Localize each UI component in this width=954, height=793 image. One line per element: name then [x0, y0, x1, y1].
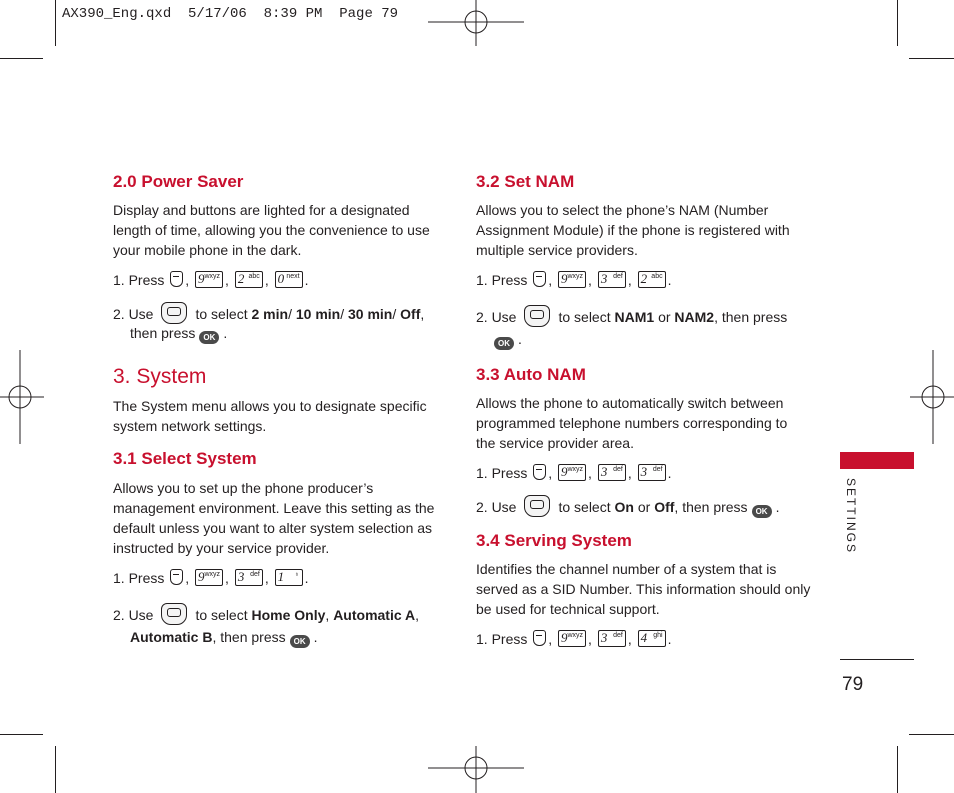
power-saver-body: Display and buttons are lighted for a designated length of time, allowing you the convenience to use your mobile phone in the dark. [113, 202, 430, 258]
key-9-icon: 9 wxyz [558, 271, 586, 288]
power-saver-step2-cont: then press OK . [130, 325, 228, 342]
crop-mark [0, 58, 43, 59]
key-9-icon: 9 wxyz [558, 630, 586, 647]
select-system-step2-cont: Automatic B, then press OK . [130, 629, 318, 646]
section-label: SETTINGS [844, 478, 858, 555]
select-system-body: Allows you to set up the phone producer’s management environment. Leave this setting as the default unless you want to alter system selection as instructed by your service provider. [113, 480, 435, 556]
system-body: The System menu allows you to designate specific system network settings. [113, 398, 427, 434]
menu-key-icon [533, 630, 546, 646]
ok-key-icon: OK [494, 337, 514, 350]
nav-key-icon [524, 495, 550, 517]
select-system-step2: 2. Use to select Home Only, Automatic A, [113, 603, 419, 625]
crop-mark [55, 746, 56, 793]
menu-key-icon [170, 271, 183, 287]
serving-system-heading: 3.4 Serving System [476, 531, 632, 550]
ok-key-icon: OK [752, 505, 772, 518]
key-9-icon: 9 wxyz [558, 464, 586, 481]
set-nam-step1: 1. Press , 9 wxyz , 3 def , 2 abc . [476, 271, 672, 288]
step-label: 1. Press [113, 272, 165, 288]
key-3-icon: 3 def [638, 464, 666, 481]
key-2-icon: 2 abc [638, 271, 666, 288]
key-3-icon: 3 def [598, 271, 626, 288]
registration-mark-left [0, 350, 44, 444]
auto-nam-heading: 3.3 Auto NAM [476, 365, 586, 384]
crop-mark [909, 734, 954, 735]
section-tab-marker [840, 452, 914, 469]
key-4-icon: 4 ghi [638, 630, 666, 647]
auto-nam-step1: 1. Press , 9 wxyz , 3 def , 3 def . [476, 464, 672, 481]
registration-mark-bottom [428, 746, 524, 793]
serving-system-body: Identifies the channel number of a system that is served as a SID Number. This information should only be used for technical support. [476, 561, 811, 617]
power-saver-step2: 2. Use to select 2 min/ 10 min/ 30 min/ Off, [113, 302, 424, 324]
menu-key-icon [533, 464, 546, 480]
set-nam-step2: 2. Use to select NAM1 or NAM2, then press [476, 305, 787, 327]
registration-mark-top [428, 0, 524, 46]
auto-nam-step2: 2. Use to select On or Off, then press OK . [476, 495, 779, 518]
menu-key-icon [170, 569, 183, 585]
auto-nam-body: Allows the phone to automatically switch between programmed telephone numbers corresponding to the service provider area. [476, 395, 788, 451]
page-number: 79 [842, 674, 864, 695]
key-0-icon: 0 next [275, 271, 303, 288]
nav-key-icon [161, 603, 187, 625]
crop-mark [55, 0, 56, 46]
crop-mark [909, 58, 954, 59]
crop-mark [0, 734, 43, 735]
select-system-step1: 1. Press , 9 wxyz , 3 def , 1 ♁ . [113, 569, 309, 586]
serving-system-step1: 1. Press , 9 wxyz , 3 def , 4 ghi . [476, 630, 672, 647]
ok-key-icon: OK [199, 331, 219, 344]
key-1-icon: 1 ♁ [275, 569, 303, 586]
set-nam-heading: 3.2 Set NAM [476, 172, 575, 191]
nav-key-icon [524, 305, 550, 327]
print-slug: AX390_Eng.qxd 5/17/06 8:39 PM Page 79 [62, 6, 399, 22]
key-2-icon: 2 abc [235, 271, 263, 288]
key-3-icon: 3 def [598, 630, 626, 647]
page-number-rule [840, 659, 914, 660]
registration-mark-right [910, 350, 954, 444]
key-9-icon: 9 wxyz [195, 569, 223, 586]
crop-mark [897, 746, 898, 793]
set-nam-body: Allows you to select the phone’s NAM (Number Assignment Module) if the phone is registered with multiple service providers. [476, 202, 790, 258]
key-9-icon: 9 wxyz [195, 271, 223, 288]
power-saver-heading: 2.0 Power Saver [113, 172, 244, 191]
key-3-icon: 3 def [598, 464, 626, 481]
ok-key-icon: OK [290, 635, 310, 648]
select-system-heading: 3.1 Select System [113, 449, 257, 468]
nav-key-icon [161, 302, 187, 324]
set-nam-step2-cont: OK . [490, 329, 522, 350]
power-saver-step1: 1. Press , 9 wxyz , 2 abc , 0 next . [113, 271, 309, 288]
key-3-icon: 3 def [235, 569, 263, 586]
menu-key-icon [533, 271, 546, 287]
system-heading: 3. System [113, 365, 207, 388]
crop-mark [897, 0, 898, 46]
